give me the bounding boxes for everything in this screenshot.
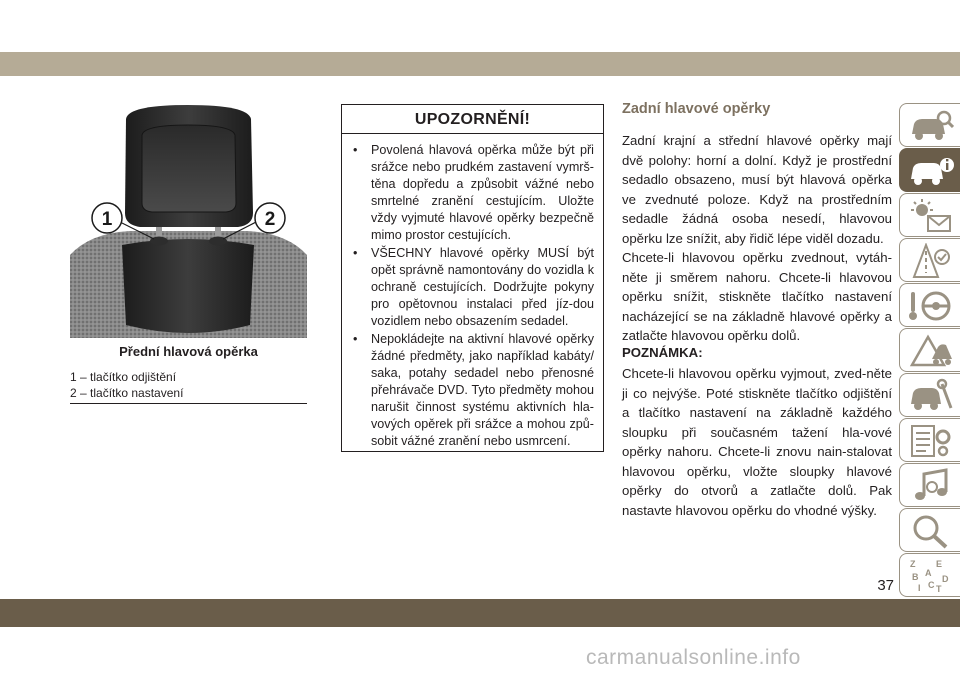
tab-index[interactable] — [899, 553, 960, 597]
index-letter: B — [912, 572, 919, 582]
section-title: Zadní hlavové opěrky — [622, 101, 771, 117]
warning-item — [353, 331, 594, 450]
index-letter: E — [936, 559, 943, 569]
warning-item-text: Povolená hlavová opěrka může být při srážce nebo prudkém zastavení vymrš-těna dopředu a způsobit vážné nebo smrtelné zranění cestujícím. Uložte vždy vyjmuté hlavové opěrky bezpečně mimo prostor cestujících. — [371, 143, 594, 242]
warning-item — [353, 245, 594, 330]
legend-item: 2 – tlačítko nastavení — [70, 386, 184, 400]
warning-light-mail-icon — [908, 198, 954, 234]
car-wrench-icon — [908, 378, 954, 414]
tab-starting-operating[interactable] — [899, 283, 960, 327]
warning-list — [342, 134, 603, 450]
tab-servicing-maintenance[interactable] — [899, 373, 960, 417]
index-letter: T — [936, 584, 942, 594]
body-paragraph: Zadní krajní a střední hlavové opěrky mají dvě polohy: horní a dolní. Když je prostřední sedadlo obsazeno, musí být hlavová opěrka ve zvednuté poloze. Když na prostředním sedadle žádná osoba nesedí, hlavovou opěrku lze snížit, aby řidič lépe viděl dozadu. — [622, 133, 892, 246]
figure-caption: Přední hlavová opěrka — [119, 344, 258, 359]
index-letter: C — [928, 580, 935, 590]
watermark: carmanualsonline.info — [586, 646, 801, 669]
callout-2-label: 2 — [264, 209, 276, 230]
index-letter: A — [925, 568, 932, 578]
steering-wheel-key-icon — [908, 288, 954, 324]
car-search-icon — [908, 108, 954, 144]
header-band — [0, 52, 960, 76]
page-number: 37 — [877, 577, 894, 594]
legend-divider — [70, 403, 307, 404]
tab-technical-specifications[interactable] — [899, 418, 960, 462]
head-restraint-figure — [70, 105, 307, 338]
bullet-icon: • — [353, 332, 358, 346]
warning-title: UPOZORNĚNÍ! — [342, 105, 603, 134]
callout-1-label: 1 — [101, 209, 113, 230]
emergency-triangle-icon — [908, 333, 954, 369]
tab-instrument-panel[interactable] — [899, 193, 960, 237]
tab-in-case-of-emergency[interactable] — [899, 328, 960, 372]
index-letter: D — [942, 574, 949, 584]
footer-band — [0, 599, 960, 627]
music-note-icon — [908, 468, 954, 504]
head-restraint-illustration — [70, 105, 307, 338]
tab-safety[interactable] — [899, 238, 960, 282]
magnifier-icon — [908, 513, 954, 549]
bullet-icon: • — [353, 143, 358, 157]
index-letter: I — [918, 583, 921, 593]
body-paragraph: Chcete-li hlavovou opěrku zvednout, vytáh-něte ji směrem nahoru. Chcete-li hlavovou opěrku snížit, stiskněte tlačítko nastavení nacházející se na základně hlavové opěrky a zatlačte hlavovou opěrku dolů. — [622, 250, 892, 343]
warning-item-text: Nepokládejte na aktivní hlavové opěrky žádné předměty, jako například kabáty/ saka, potahy sedadel nebo přenosné přehrávače DVD. Tyto předměty mohou narušit činnost systému aktivních hla-vových opěrek při srážce a mohou způ-sobit vážné zranění nebo usmrcení. — [371, 332, 594, 448]
warning-item-text: VŠECHNY hlavové opěrky MUSÍ být opět správně namontovány do vozidla k ochraně cestujících. Dodržujte pokyny pro opětovnou instalaci před jíz-dou vozidlem nebo obsazením sedadel. — [371, 246, 594, 328]
tab-search[interactable] — [899, 508, 960, 552]
index-letter: Z — [910, 559, 916, 569]
tab-multimedia[interactable] — [899, 463, 960, 507]
bullet-icon: • — [353, 246, 358, 260]
tab-vehicle-info-active[interactable] — [899, 148, 960, 192]
note-paragraph: Chcete-li hlavovou opěrku vyjmout, zved-něte ji co nejvýše. Poté stiskněte tlačítko odjištění a tlačítko nastavení na základně každého sloupku při současném tažení hla-vové opěrky nahoru. Chcete-li znovu nain-stalovat hlavovou opěrku, vložte sloupky hlavové opěrky do otvorů a zatlačte dolů. Pak nastavte hlavovou opěrku do vhodné výšky. — [622, 366, 892, 518]
warning-box — [341, 104, 604, 452]
tab-getting-to-know-vehicle[interactable] — [899, 103, 960, 147]
warning-item — [353, 142, 594, 244]
alphabet-index-icon — [908, 558, 954, 594]
legend-item: 1 – tlačítko odjištění — [70, 370, 177, 384]
checklist-gear-icon — [908, 423, 954, 459]
car-info-icon — [908, 153, 954, 189]
safety-road-icon — [908, 243, 954, 279]
note-label: POZNÁMKA: — [622, 345, 703, 360]
figure-legend — [70, 369, 307, 401]
